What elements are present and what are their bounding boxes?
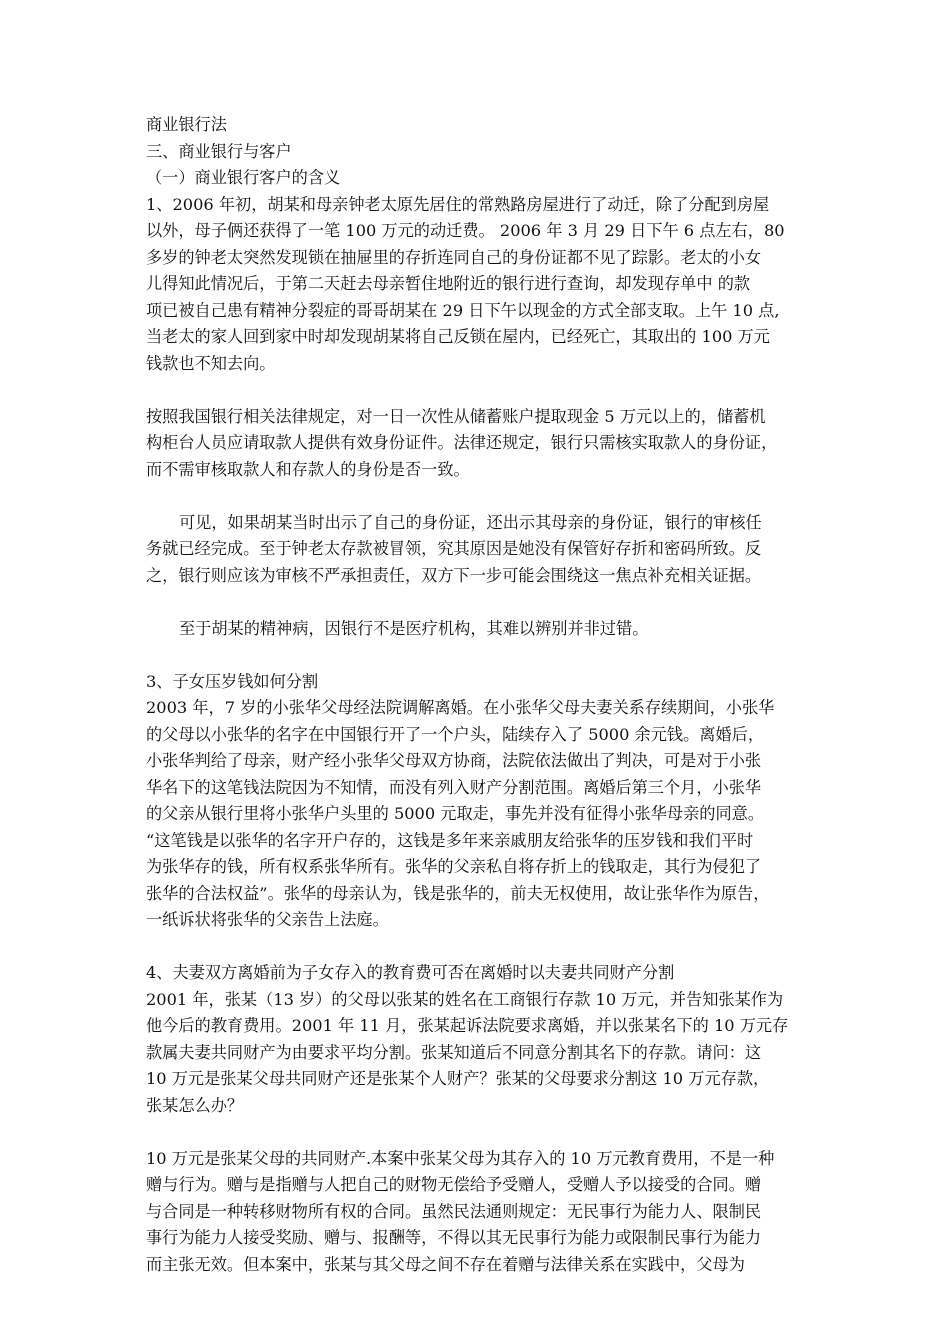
paragraph-spacer: [146, 642, 809, 669]
text-line: 项已被自己患有精神分裂症的哥哥胡某在 29 日下午以现金的方式全部支取。上午 10 点,: [146, 300, 780, 320]
answer-paragraph: [146, 1146, 809, 1279]
text-line: 款属夫妻共同财产为由要求平均分割。张某知道后不同意分割其名下的存款。请问：这: [146, 1042, 762, 1062]
text-line: 一纸诉状将张华的父亲告上法庭。: [146, 910, 389, 929]
text-line: 事行为能力人接受奖励、赠与、报酬等，不得以其无民事行为能力或限制民事行为能力: [146, 1228, 762, 1247]
text-line: 的父母以小张华的名字在中国银行开了一个户头，陆续存入了 5000 余元钱。离婚后，: [146, 724, 765, 744]
text-line: 按照我国银行相关法律规定，对一日一次性从储蓄账户提取现金 5 万元以上的，储蓄机: [146, 406, 766, 426]
text-line: 而主张无效。但本案中，张某与其父母之间不存在着赠与法律关系在实践中，父母为: [146, 1254, 745, 1274]
text-line: 华名下的这笔钱法院因为不知情，而没有列入财产分割范围。离婚后第三个月，小张华: [146, 777, 762, 797]
text-line: 与合同是一种转移财物所有权的合同。虽然民法通则规定：无民事行为能力人、限制民: [146, 1201, 762, 1221]
text-line: 他今后的教育费用。2001 年 11 月，张某起诉法院要求离婚，并以张某名下的 10 万元存: [146, 1016, 789, 1035]
paragraph-spacer: [146, 377, 809, 404]
paragraph-spacer: [146, 1119, 809, 1146]
section-heading: 三、商业银行与客户: [146, 141, 292, 161]
text-line: 10 万元是张某父母的共同财产.本案中张某父母为其存入的 10 万元教育费用，不是一种: [146, 1148, 775, 1168]
text-line: 小张华判给了母亲，财产经小张华父母双方协商，法院依法做出了判决，可是对于小张: [146, 751, 762, 770]
subsection-heading: （一）商业银行客户的含义: [146, 168, 341, 187]
text-line: 2003 年，7 岁的小张华父母经法院调解离婚。在小张华父母夫妻关系存续期间，小张华: [146, 698, 775, 717]
text-line: 儿得知此情况后，于第二天赶去母亲暂住地附近的银行进行查询，却发现存单中 的款: [146, 274, 751, 293]
paragraph-spacer: [146, 934, 809, 961]
case-3-title: 3、子女压岁钱如何分割: [146, 671, 319, 691]
document-heading: 商业银行法: [146, 115, 227, 134]
paragraph-spacer: [146, 589, 809, 616]
case-4-paragraph: [146, 987, 809, 1120]
text-line: 务就已经完成。至于钟老太存款被冒领，究其原因是她没有保管好存折和密码所致。反: [146, 539, 762, 558]
document-body: [146, 112, 809, 1278]
text-line: “这笔钱是以张华的名字开户存的，这钱是多年来亲戚朋友给张华的压岁钱和我们平时: [146, 830, 754, 850]
text-line: 以外，母子俩还获得了一笔 100 万元的动迁费。 2006 年 3 月 29 日下午 6 点左右，80: [146, 221, 785, 240]
text-line: 的父亲从银行里将小张华户头里的 5000 元取走，事先并没有征得小张华母亲的同意。: [146, 804, 765, 823]
case-1-paragraph: [146, 192, 809, 378]
text-line: 多岁的钟老太突然发现锁在抽屉里的存折连同自己的身份证都不见了踪影。老太的小女: [146, 247, 762, 267]
text-line: 构柜台人员应请取款人提供有效身份证件。法律还规定，银行只需核实取款人的身份证，: [146, 433, 778, 452]
text-line: 可见，如果胡某当时出示了自己的身份证，还出示其母亲的身份证，银行的审核任: [179, 512, 762, 532]
text-line: 之，银行则应该为审核不严承担责任，双方下一步可能会围绕这一焦点补充相关证据。: [146, 565, 762, 585]
text-line: 张某怎么办？: [146, 1095, 244, 1115]
text-line: 赠与行为。赠与是指赠与人把自己的财物无偿给予受赠人，受赠人予以接受的合同。赠: [146, 1175, 762, 1194]
text-line: 10 万元是张某父母共同财产还是张某个人财产？张某的父母要求分割这 10 万元存款，: [146, 1069, 770, 1088]
text-line: 当老太的家人回到家中时却发现胡某将自己反锁在屋内，已经死亡，其取出的 100 万元: [146, 327, 770, 346]
case-3-paragraph: [146, 695, 809, 934]
mental-illness-paragraph: 至于胡某的精神病，因银行不是医疗机构，其难以辨别并非过错。: [179, 618, 649, 638]
text-line: 1、2006 年初，胡某和母亲钟老太原先居住的常熟路房屋进行了动迁，除了分配到房屋: [146, 194, 770, 214]
text-line: 为张华存的钱，所有权系张华所有。张华的父亲私自将存折上的钱取走，其行为侵犯了: [146, 857, 762, 876]
case-4-title: 4、夫妻双方离婚前为子女存入的教育费可否在离婚时以夫妻共同财产分割: [146, 963, 675, 982]
paragraph-spacer: [146, 483, 809, 510]
text-line: 2001 年，张某（13 岁）的父母以张某的姓名在工商银行存款 10 万元，并告知张某作为: [146, 989, 784, 1009]
text-line: 钱款也不知去向。: [146, 353, 276, 373]
law-paragraph: [146, 404, 809, 484]
analysis-paragraph: [146, 510, 809, 590]
text-line: 而不需审核取款人和存款人的身份是否一致。: [146, 459, 470, 479]
text-line: 张华的合法权益”。张华的母亲认为，钱是张华的，前夫无权使用，故让张华作为原告，: [146, 883, 770, 903]
